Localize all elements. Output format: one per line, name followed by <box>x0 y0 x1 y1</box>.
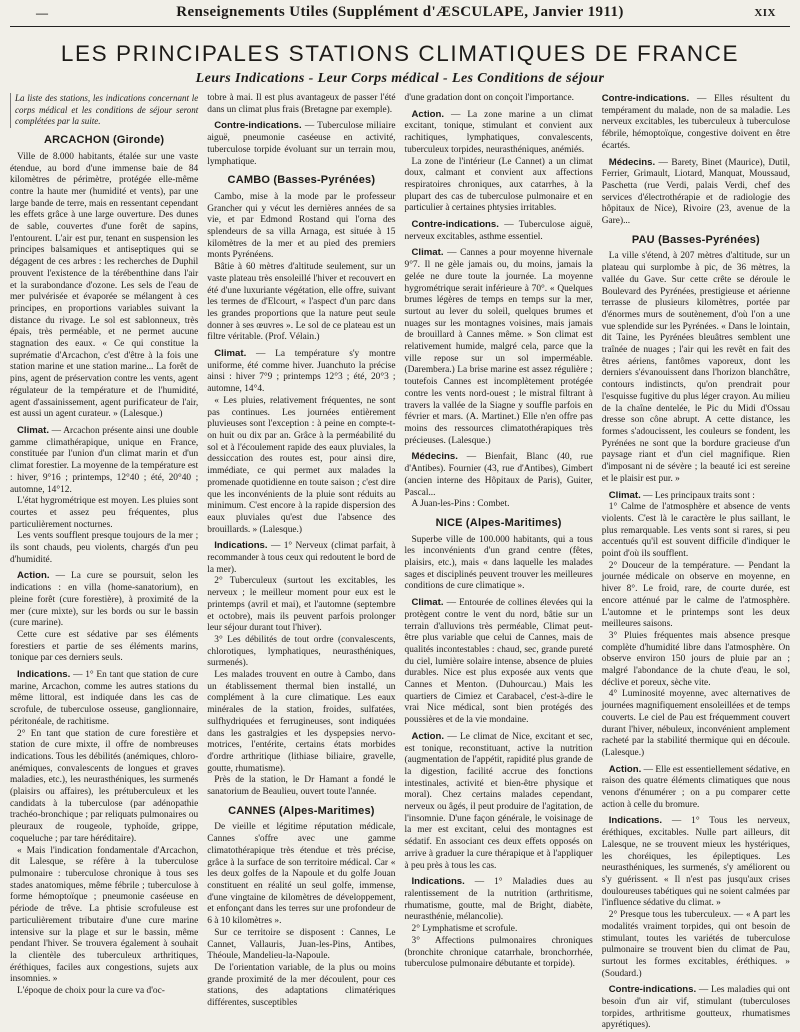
paragraph-text: — 1° Maladies dues au ralentissement de la nutrition (arthritisme, rhumatisme, goutte, mal de Bright, diabète, neurasthénie, mélancolie). <box>404 877 593 923</box>
rubric-label: Climat. <box>214 348 247 360</box>
paragraph-text: — La cure se poursuit, selon les indications : en villa (home-sanatorium), en pleine forêt (cure forestière), à proximité de la mer (cure mixte), sur les bords ou sur le bassin (cure marine). <box>10 571 199 629</box>
running-title: Renseignements Utiles (Supplément d'ÆSCULAPE, Janvier 1911) <box>176 4 624 20</box>
station-title-arcachon: ARCACHON (Gironde) <box>43 134 165 147</box>
station-title-cambo: CAMBO (Basses-Pyrénées) <box>227 174 376 187</box>
paragraph: d'une gradation dont on conçoit l'importance. <box>404 93 574 103</box>
paragraph-text: — Elle est essentiellement sédative, en raison des quatre éléments climatiques que nous venons d'énumérer ; on a pu comparer cette action à celle du bromure. <box>601 764 790 810</box>
paragraph-text: — Bienfait, Blanc (40, rue d'Antibes). Fournier (43, rue d'Antibes), Gimbert (ancien interne des Hôpitaux de Paris), Guiter, Pascal... <box>404 452 593 498</box>
paragraph: A Juan-les-Pins : Combet. <box>411 499 510 510</box>
page-number: XIX <box>754 7 776 19</box>
paragraph: Cette cure est sédative par ses éléments forestiers et partie de ses éléments marins, tonique par ces derniers seuls. <box>10 629 199 664</box>
paragraph <box>405 451 593 499</box>
paragraph: 2° Presque tous les tuberculeux. — « A part les modalités vraiment torpides, qui ont besoin de stimulant, toutes les variétés de tuberculose pulmonaire se trouvent bien du climat de Pau, surtout les formes excitables, éréthiques. » (Soudard.) <box>601 910 790 979</box>
paragraph: Bâtie à 60 mètres d'altitude seulement, sur un vaste plateau très ensoleillé l'hiver et recouvert en été d'une luxuriante végétation, elle offre, suivant les termes de d'Elcourt, « l'aspect d'un parc dans les grandes proportions que la nature peut seule donner à ses œuvres ». Le sol de ce plateau est un filtre véritable. (Prof. Vélain.) <box>207 262 396 343</box>
rubric-label: Contre-indications. <box>608 984 697 996</box>
paragraph-text: — 1° Tous les nerveux, éréthiques, excitables. Nulle part ailleurs, dit Lalesque, ne se trouvent mieux les hystériques, les choréiques, les épileptiques. Les neurasthéniques, les surmenés, s'y améliorent ou s'y guérissent. « Il n'est pas jusqu'aux crises douloureuses tabétiques qui ne soient calmées par l'influence sédative du climat. » <box>601 816 790 909</box>
paragraph-text: — 1° Nerveux (climat parfait, à recommander à tous ceux qui redoutent le bord de la mer). <box>207 541 396 575</box>
paragraph: De l'orientation variable, de la plus ou moins grande proximité de la mer découlent, pour ces stations, des adaptations climatériques différentes, susceptibles <box>207 962 396 1009</box>
paragraph <box>207 120 395 168</box>
rubric-label: Climat. <box>411 597 444 609</box>
rubric-label: Contre-indications. <box>601 93 690 104</box>
column-3 <box>405 93 593 1023</box>
paragraph: La ville s'étend, à 207 mètres d'altitude, sur un plateau qui surplombe à pic, de 36 mètres, la vallée du Gave. Sur cette crête se déroule le Boulevard des Pyrénées, prestigieuse et aérienne terrasse de plusieurs kilomètres, portée par d'énormes murs de soutènement, d'où l'on a une vue splendide sur les Pyrénées. « Dans le lointain, dit Taine, les Pyrénées bleuâtres semblent une traînée de nuages ; l'air qui les revêt en fait des êtres aériens, fantômes vaporeux, dont les derniers s'évanouissent dans l'horizon blanchâtre, contours indistincts, qu'on prendrait pour l'esquisse fugitive du plus léger crayon. Au milieu de la chaîne dentelée, le Pic du Midi d'Ossau dresse son cône abrupt. A cette distance, les formes s'adoucissent, les couleurs se fondent, les Pyrénées ne sont que la bordure gracieuse d'un paysage riant et d'un ciel magnifique. Rien d'imposant ni de sévère ; la beauté ici est sereine et le plaisir est pur. » <box>601 251 790 484</box>
intro-note: La liste des stations, les indications concernant le corps médical et les conditions de séjour seront complétées par la suite. <box>10 93 198 128</box>
paragraph: 2° Lymphatisme et scrofule. <box>411 924 518 935</box>
paragraph-text: — Tuberculose aiguë, nerveux excitables, asthme essentiel. <box>404 220 593 242</box>
paragraph: Près de la station, le Dr Hamant a fondé le sanatorium de Beaulieu, ouvert toute l'année. <box>207 775 396 798</box>
paragraph <box>602 764 790 812</box>
rubric-label: Climat. <box>411 247 444 259</box>
paragraph: 1° Calme de l'atmosphère et absence de vents violents. C'est là le caractère le plus saillant, le plus remarquable. Les vents sont si rares, si peu accentués qu'il est souvent difficile d'indiquer le point d'où ils soufflent. <box>601 502 790 560</box>
station-title-pau: PAU (Basses-Pyrénées) <box>631 233 760 246</box>
paragraph-text: — Entourée de collines élevées qui la protègent contre le vent du nord, bâtie sur un terrain d'alluvions très perméable, Climat peut-être plus variable que celui de Cannes, mais de qualités incontestables : chaud, sec, grande pureté du ciel, lumière solaire intense, absence de pluies durables. Nice est plus exposée aux vents que Cannes et Menton. (Duhourcau.) Mais les quartiers de Cimiez et Carabacel, c'est-à-dire le vrai Nice médical, sont bien protégés des poussières et de la vie mondaine. <box>404 598 593 726</box>
rubric-label: Médecins. <box>411 451 458 463</box>
rubric-label: Indications. <box>214 540 268 552</box>
paragraph <box>10 425 198 496</box>
paragraph <box>405 597 593 727</box>
paragraph: L'état hygrométrique est moyen. Les pluies sont courtes et assez peu fréquentes, plus particulièrement nocturnes. <box>10 496 199 530</box>
paragraph: 3° Affections pulmonaires chroniques (bronchite chronique catarrhale, bronchorrhée, tuberculose pulmonaire débutante et torpide). <box>404 935 593 970</box>
paragraph: Cambo, mise à la mode par le professeur Grancher qui y vécut les dernières années de sa vie, et par Edmond Rostand qui l'orna des splendeurs de sa villa Arnaga, est située à 15 kilomètres de la mer et au pied des premiers monts Pyrénéens. <box>207 191 396 261</box>
rubric-label: Contre-indications. <box>214 120 302 132</box>
paragraph <box>10 570 198 630</box>
paragraph-text: — La zone marine a un climat excitant, tonique, stimulant et convient aux rachitiques, lymphatiques, convalescents, tuberculeux torpides, neurasthéniques, anémiés. <box>404 109 593 155</box>
paragraph <box>405 876 593 924</box>
paragraph-text: — La température s'y montre uniforme, été comme hiver. Juanchuto la précise ainsi : hiver 7°9 ; printemps 12°3 ; été, 20°3 ; automne, 14°4. <box>207 349 396 395</box>
paragraph: « Mais l'indication fondamentale d'Arcachon, dit Lalesque, se réfère à la tuberculose pulmonaire : tuberculose chronique à tous ses stades anatomiques, même fébrile ; tuberculose à forme hémoptoïque ; pneumonie caséeuse en période de trêve. La phtisie scrofuleuse est particulièrement tributaire d'une cure marine intensive sur la plage et sur le bassin, même pendant l'hiver. Se trouvera également à souhait la clientèle des tuberculeux arthritiques, éréthiques, faciles aux congestions, sujets aux insomnies. » <box>10 845 199 985</box>
rubric-label: Action. <box>608 763 642 775</box>
paragraph: 2° Tuberculeux (surtout les excitables, les nerveux ; le meilleur moment pour eux est le printemps (avril et mai), et l'automne (septembre et octobre), mais ils peuvent parfois prolonger leur séjour durant tout l'hiver). <box>207 576 396 634</box>
paragraph: tobre à mai. Il est plus avantageux de passer l'été dans un climat plus frais (Bretagne par exemple). <box>207 93 396 115</box>
running-header <box>10 0 790 27</box>
paragraph: L'époque de choix pour la cure va d'oc- <box>17 986 165 997</box>
rubric-label: Indications. <box>608 815 663 827</box>
paragraph <box>405 731 593 872</box>
rubric-label: Action. <box>411 108 445 120</box>
rubric-label: Indications. <box>411 876 465 888</box>
paragraph: 3° Pluies fréquentes mais absence presque complète d'humidité libre dans l'atmosphère. On observe environ 150 jours de pluie par an ; malgré l'abondance de la chute d'eau, le sol, déclive et poreux, sèche vite. <box>601 630 790 688</box>
paragraph: La zone de l'intérieur (Le Cannet) a un climat doux, calmant et convient aux affections respiratoires chroniques, aux catarrhes, à la plupart des cas de tuberculose pulmonaire et en particulier à certaines phtysies irritables. <box>404 156 593 214</box>
paragraph <box>602 490 790 503</box>
rubric-label: Climat. <box>17 424 49 436</box>
paragraph: Sur ce territoire se disposent : Cannes, Le Cannet, Vallauris, Juan-les-Pins, Antibes, Théoule, Mandelieu-la-Napoule. <box>207 927 396 962</box>
paragraph <box>602 815 790 910</box>
paragraph-text: — Cannes a pour moyenne hivernale 9°7. Il ne gèle jamais ou, du moins, jamais la gelée ne dure toute la journée. La moyenne hygrométrique serait inférieure à 70°. « Quelques brumes légères de temps en temps sur la mer, surtout au lever du soleil, quelques brumes et nuages sur les montagnes voisines, mais jamais de brouillard à Cannes même. » Son climat est relativement humide, malgré cela, parce que la ville repose sur un sol imperméable. (Darembera.) La brise marine est assez régulière ; toutefois Cannes est incomplètement protégée contre les vents nord-ouest ; le mistral filtrant à travers la vallée de la Siagne y souffle parfois en février et mars. (A. Martinet.) Elle n'en offre pas moins des ressources climatothérapiques très précieuses. (Lalesque.) <box>404 248 593 446</box>
rubric-label: Médecins. <box>608 156 656 168</box>
rubric-label: Indications. <box>17 669 71 681</box>
station-title-nice: NICE (Alpes-Maritimes) <box>435 516 562 529</box>
paragraph: De vieille et légitime réputation médicale, Cannes s'offre avec une gamme climatothérapique très étendue et très précise, grâce à la surface de son territoire médical. Car « les deux golfes de la Napoule et du golfe Jouan constituent en réalité un seul golfe, immense, d'une vingtaine de kilomètres de développement, et enfonçant dans les terres sur une profondeur de 6 à 10 kilomètres ». <box>207 822 396 927</box>
paragraph-text: — Le climat de Nice, excitant et sec, est tonique, reconstituant, active la nutrition (augmentation de l'appétit, rapidité plus grande de la digestion, facilité accrue des fonctions intestinales, activité et bien-être physique et moral). Chez certains malades cependant, nerveux ou âgés, il peut produire de l'agitation, de l'insomnie. D'une façon générale, le voisinage de la mer est excitant, celui des montagnes est sédatif. En associant ces deux effets opposés on arrive à graduer la cure thérapique et à l'appliquer à peu près à tous les cas. <box>404 731 593 871</box>
column-1 <box>10 93 198 1023</box>
paragraph: 2° En tant que station de cure forestière et station de cure mixte, il offre de nombreuses indications. Tous les débilités (anémiques, chloro-anémiques, convalescents de longues et graves maladies, etc.), les neurasthéniques, les surmenés (plaisirs ou affaires), les prétuberculeux et les candidats à la tuberculose (par adénopathie trachéo-bronchique ; par reliquats pulmonaires ou pleuraux de rougeole, typhoïde, grippe, coqueluche ; par tare héréditaire). <box>10 728 199 844</box>
paragraph <box>405 109 593 157</box>
rubric-label: Climat. <box>608 489 641 501</box>
station-title-cannes: CANNES (Alpes-Maritimes) <box>228 804 375 817</box>
rubric-label: Action. <box>17 570 50 582</box>
paragraph-text: — Elles résultent du tempérament du malade, non de sa maladie. Les nerveux excitables, les tuberculeux à tuberculose fébrile, hémoptoïque, congestive doivent en être écartés. <box>601 94 790 151</box>
paragraph-text: — Les principaux traits sont : <box>643 490 755 501</box>
paragraph: 4° Luminosité moyenne, avec alternatives de journées magnifiquement ensoleillées et de temps couverts. Le ciel de Pau est fréquemment couvert durant l'hiver, nébuleux, inconvénient amplement racheté par la stabilité thermique qui en découle. (Lalesque.) <box>601 689 790 758</box>
paragraph <box>207 540 395 576</box>
paragraph: Ville de 8.000 habitants, étalée sur une vaste étendue, au bord d'une immense baie de 84 kilomètres de périmètre, protégée elle-même contre la haute mer (humidité et vents), par une large bande de terre, mais en ressentant cependant les effets grâce à une large ouverture. Des dunes de sable, couvertes d'une forêt de sapins, l'entourent. L'air est pur, tenant en suspension les principes balsamiques et antiseptiques qui se dégagent de ces arbres : les recherches de Duphil prouvent l'existence de la térébenthine dans l'air et la surabondance d'ozone. Les sels de l'eau de mer pulvérisée et évaporée se mélangent à ces principes, en proportions variables suivant la distance du rivage. Le sol est sablonneux, très épais, très perméable, et ne permet aucune stagnation des eaux. « Ce qui constitue la suprématie d'Arcachon, c'est d'être à la fois une station marine et une station marine... La forêt de pins, agent de préservation contre les vents, agent régulateur de la température et de l'humidité, agent d'assainissement, agent purificateur de l'air, est aussi un agent curateur. » (Lalesque.) <box>10 151 199 420</box>
paragraph-text: — Arcachon présente ainsi une double gamme climathérapique, unique en France, constituée par l'union d'un climat marin et d'un climat forestier. La moyenne de la température est : hiver, 9°16 ; printemps, 12°40 ; été, 20°40 ; automne, 14°12. <box>10 425 199 495</box>
paragraph <box>602 93 790 153</box>
paragraph-text: — Barety, Binet (Maurice), Dutil, Ferrier, Grimault, Liotard, Manquat, Moussaud, Paschetta (rue Verdi, palais Verdi, chef des services d'électrothérapie et de radiologie des hôpitaux de Nice), Rivoire (23, avenue de la Gare)... <box>601 157 790 227</box>
paragraph: 2° Douceur de la température. — Pendant la journée médicale on observe en moyenne, en hiver 8°. Le froid, rare, de courte durée, est encore atténué par le calme de l'atmosphère. L'automne et le printemps sont les deux meilleures saisons. <box>601 560 790 630</box>
column-4 <box>601 93 790 1031</box>
paragraph: Les malades trouvent en outre à Cambo, dans un établissement thermal bien installé, un complément à la cure climatique. Les eaux minérales de la station, froides, sulfatées, sulfhydriquées et ferrugineuses, sont indiquées dans les gastralgies et les dyspepsies nervo-motrices, l'entérite, certains états morbides d'ordre arthritique (lithiase biliaire, gravelle, goutte, rhumatisme). <box>207 670 396 774</box>
paragraph <box>207 348 395 396</box>
paragraph <box>405 247 593 447</box>
paragraph <box>405 219 593 243</box>
header-left-mark: — <box>36 6 49 20</box>
main-title: LES PRINCIPALES STATIONS CLIMATIQUES DE FRANCE <box>60 41 740 66</box>
paragraph: « Les pluies, relativement fréquentes, ne sont pas continues. Les journées entièrement pluvieuses sont l'exception : à peine en compte-t-on huit ou dix par an. Grâce à la perméabilité du sol et à l'écoulement rapide des eaux pluviales, la dessiccation des routes est, pour ainsi dire, immédiate, ce qui permet aux malades la promenade quotidienne en toute saison ; c'est dire que les inconvénients de la pluie sont réduits au minimum. C'est encore à la rapide dispersion des eaux pluviales qu'est due l'absence des brouillards. » (Lalesque.) <box>207 395 396 535</box>
paragraph: Les vents soufflent presque toujours de la mer ; ils sont chauds, peu violents, chargés d'un peu d'humidité. <box>10 531 199 565</box>
paragraph <box>602 984 790 1032</box>
rubric-label: Action. <box>411 730 445 742</box>
paragraph <box>602 157 790 228</box>
column-2 <box>207 93 395 1023</box>
paragraph-text: — Tuberculose miliaire aiguë, pneumonie caséeuse en activité, tuberculose torpide évoluant sur un terrain mou, lymphatique. <box>207 121 396 167</box>
paragraph-text: — Les maladies qui ont besoin d'un air vif, stimulant (tuberculoses torpides, arthritisme goutteux, rhumatismes apyrétiques). <box>601 985 790 1031</box>
paragraph: 3° Les débilités de tout ordre (convalescents, chlorotiques, lymphatiques, neurasthéniques, surmenés). <box>207 634 396 669</box>
paragraph: Superbe ville de 100.000 habitants, qui a tous les inconvénients d'un grand centre (fêtes, plaisirs, etc.), mais « dans laquelle les malades sages et disciplinés peuvent trouver les meilleures conditions de cure climatique ». <box>404 534 593 592</box>
article-columns <box>10 93 790 1031</box>
rubric-label: Contre-indications. <box>411 219 499 231</box>
paragraph-text: — 1° En tant que station de cure marine, Arcachon, comme les autres stations du même littoral, est indiquée dans les cas de scrofule, de tuberculose osseuse, ganglionnaire, péritonéale, de rachitisme. <box>10 670 199 727</box>
paragraph <box>10 669 198 729</box>
subtitle: Leurs Indications - Leur Corps médical - Les Conditions de séjour <box>195 71 605 86</box>
